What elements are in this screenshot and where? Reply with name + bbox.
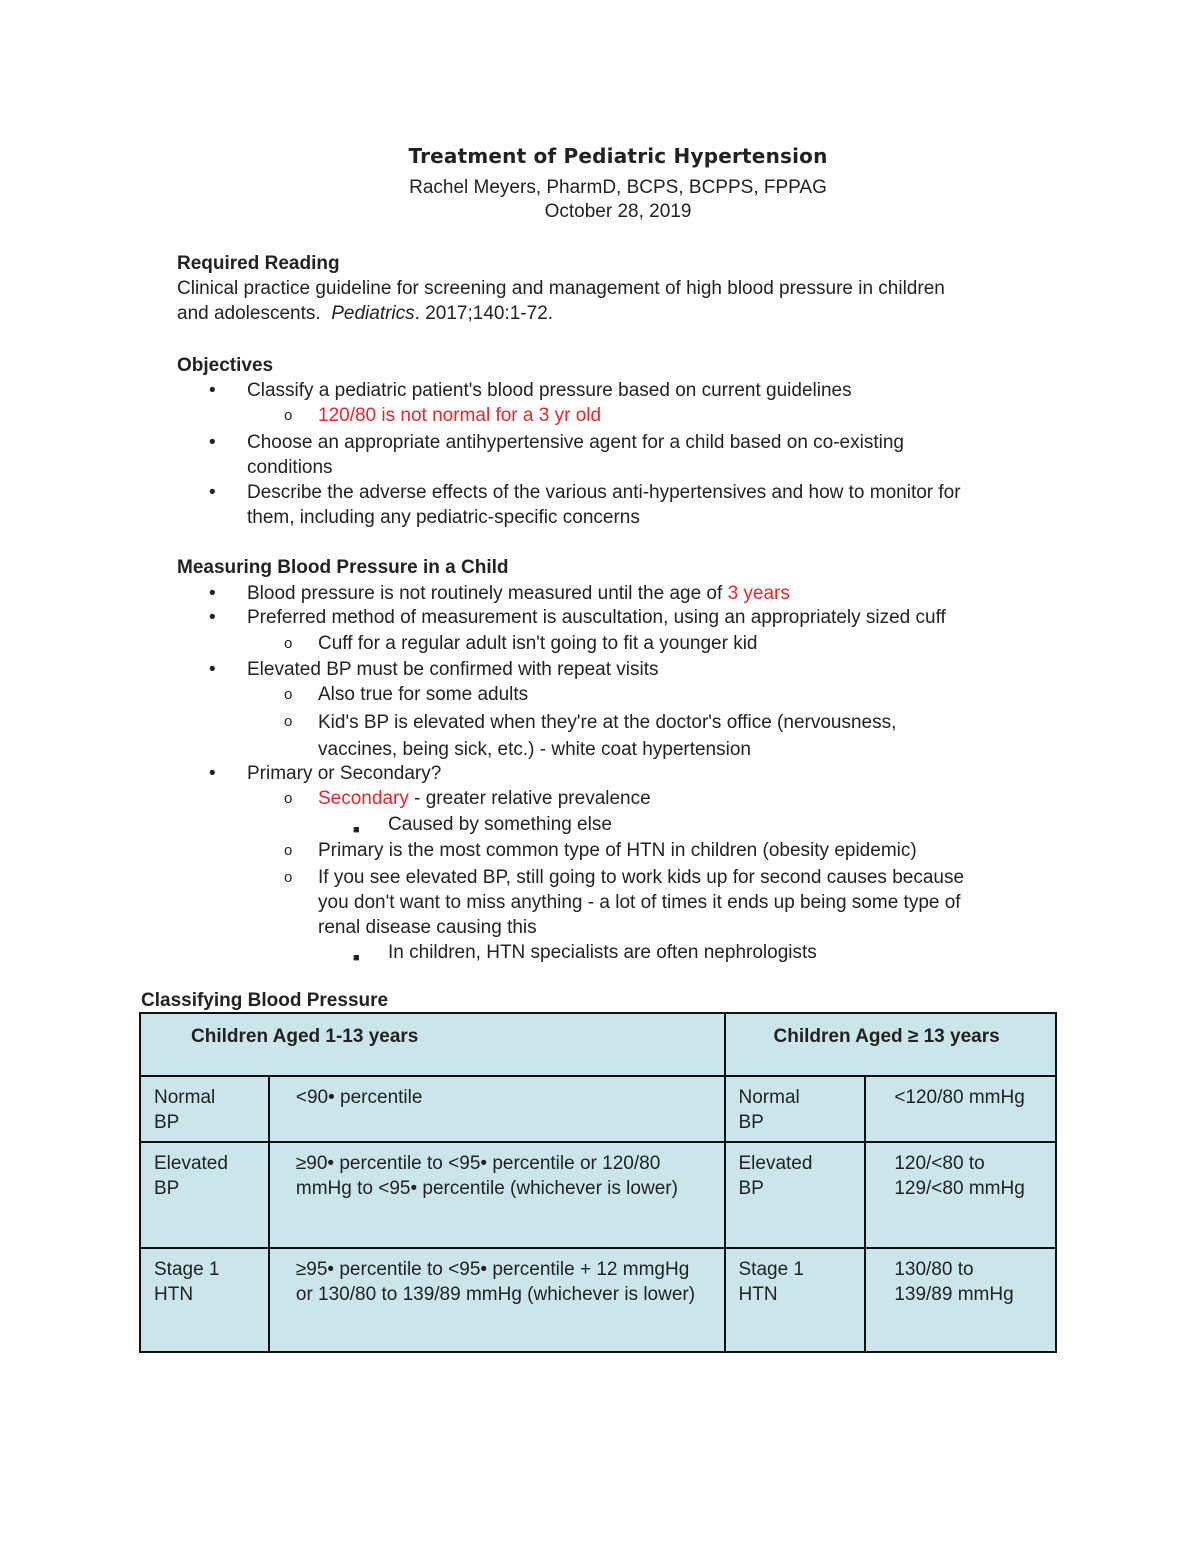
- table-header-row: [140, 1013, 1056, 1076]
- measuring-item-3: Elevated BP must be confirmed with repeat visits: [247, 659, 659, 680]
- secondary-highlight: Secondary: [318, 788, 409, 809]
- measuring-item-1: [247, 581, 1077, 606]
- adult-threshold-line-2: 129/<80 mmHg: [894, 1178, 1025, 1199]
- category-line-1: Elevated: [738, 1153, 813, 1174]
- table-row: [140, 1248, 1056, 1352]
- measuring-item-1-text: Blood pressure is not routinely measured until the age of: [247, 583, 728, 604]
- measuring-subitem-3a: Also true for some adults: [318, 684, 529, 705]
- category-cell: [725, 1248, 866, 1352]
- category-line-2: BP: [738, 1178, 764, 1199]
- required-reading-heading: Required Reading: [177, 253, 340, 274]
- adult-threshold-cell: [865, 1076, 1056, 1142]
- bullet-circle: o: [284, 790, 293, 807]
- child-threshold-cell: <90• percentile: [269, 1076, 725, 1142]
- secondary-text: - greater relative prevalence: [408, 788, 651, 809]
- measuring-subitem-3b-line-1: Kid's BP is elevated when they're at the doctor's office (nervousness,: [318, 712, 897, 733]
- category-line-2: BP: [154, 1178, 180, 1199]
- category-line-1: Elevated: [154, 1153, 228, 1174]
- reading-volume: . 2017;140:1-72.: [414, 303, 554, 324]
- reading-line-1: Clinical practice guideline for screening and management of high blood pressure in children: [177, 278, 945, 299]
- measuring-subitem-4b: Primary is the most common type of HTN in children (obesity epidemic): [318, 840, 917, 861]
- objective-item-2: [247, 430, 1077, 480]
- bullet-circle: o: [284, 842, 293, 859]
- header-children-1-13: Children Aged 1-13 years: [140, 1013, 725, 1076]
- measuring-item-2: Preferred method of measurement is auscultation, using an appropriately sized cuff: [247, 607, 946, 628]
- measuring-item-1-highlight: 3 years: [727, 583, 790, 604]
- category-line-1: Stage 1: [738, 1259, 804, 1280]
- table-title: Classifying Blood Pressure: [141, 990, 389, 1011]
- category-cell: [140, 1142, 269, 1248]
- category-cell: [140, 1248, 269, 1352]
- bullet-disc: •: [209, 432, 216, 453]
- objective-item-3-line-2: them, including any pediatric-specific concerns: [247, 507, 640, 528]
- measuring-heading: Measuring Blood Pressure in a Child: [177, 557, 509, 578]
- header-children-13-plus: Children Aged ≥ 13 years: [725, 1013, 1057, 1076]
- objective-item-3-line-1: Describe the adverse effects of the various anti-hypertensives and how to monitor for: [247, 482, 961, 503]
- adult-threshold-line-1: <120/80 mmHg: [894, 1087, 1025, 1108]
- reading-citation: [177, 276, 1077, 326]
- category-cell: [725, 1142, 866, 1248]
- measuring-subsubitem-4a: Caused by something else: [388, 814, 612, 835]
- reading-line-2: [177, 301, 1077, 326]
- measuring-subitem-3b-line-2: vaccines, being sick, etc.) - white coat hypertension: [318, 739, 751, 760]
- measuring-item-4: Primary or Secondary?: [247, 763, 442, 784]
- adult-threshold-line-1: 120/<80 to: [894, 1153, 985, 1174]
- adult-threshold-line-2: 139/89 mmHg: [894, 1284, 1014, 1305]
- category-cell: [725, 1076, 866, 1142]
- measuring-subitem-4c: [318, 865, 1078, 940]
- page-title: Treatment of Pediatric Hypertension: [408, 144, 828, 168]
- bullet-disc: •: [209, 659, 216, 680]
- bullet-disc: •: [209, 482, 216, 503]
- bullet-disc: •: [209, 380, 216, 401]
- measuring-subitem-4c-line-1: If you see elevated BP, still going to work kids up for second causes because: [318, 867, 965, 888]
- reading-text: and adolescents.: [177, 303, 321, 324]
- objective-item-2-line-2: conditions: [247, 457, 333, 478]
- category-line-1: Stage 1: [154, 1259, 220, 1280]
- measuring-subsubitem-4c: In children, HTN specialists are often nephrologists: [388, 942, 817, 963]
- objective-item-3: [247, 480, 1077, 530]
- objective-item-2-line-1: Choose an appropriate antihypertensive agent for a child based on co-existing: [247, 432, 904, 453]
- bullet-disc: •: [209, 583, 216, 604]
- adult-threshold-cell: [865, 1248, 1056, 1352]
- bp-classification-table: [139, 1012, 1057, 1353]
- table-row: [140, 1142, 1056, 1248]
- adult-threshold-cell: [865, 1142, 1056, 1248]
- bullet-circle: o: [284, 635, 293, 652]
- bullet-circle: o: [284, 686, 293, 703]
- category-cell: [140, 1076, 269, 1142]
- table-row: [140, 1076, 1056, 1142]
- date-line: October 28, 2019: [544, 201, 692, 222]
- category-line-2: BP: [154, 1112, 180, 1133]
- adult-threshold-line-1: 130/80 to: [894, 1259, 974, 1280]
- measuring-subitem-4a: [318, 786, 1078, 811]
- objective-subitem-1: 120/80 is not normal for a 3 yr old: [318, 405, 602, 426]
- author-line: Rachel Meyers, PharmD, BCPS, BCPPS, FPPAG: [409, 177, 827, 198]
- bullet-circle: o: [284, 869, 293, 886]
- bullet-circle: o: [284, 713, 293, 730]
- measuring-subitem-3b: [318, 709, 1078, 763]
- measuring-subitem-2: Cuff for a regular adult isn't going to fit a younger kid: [318, 633, 758, 654]
- category-line-1: Normal: [154, 1087, 216, 1108]
- objective-item-1: Classify a pediatric patient's blood pressure based on current guidelines: [247, 380, 852, 401]
- bullet-square: ■: [353, 824, 360, 836]
- bullet-disc: •: [209, 763, 216, 784]
- bullet-square: ■: [353, 952, 360, 964]
- journal-name: Pediatrics: [331, 303, 415, 324]
- category-line-1: Normal: [738, 1087, 800, 1108]
- child-threshold-cell: ≥90• percentile to <95• percentile or 120/80 mmHg to <95• percentile (whichever is lower): [269, 1142, 725, 1248]
- category-line-2: BP: [738, 1112, 764, 1133]
- measuring-subitem-4c-line-3: renal disease causing this: [318, 917, 537, 938]
- category-line-2: HTN: [738, 1284, 778, 1305]
- measuring-subitem-4c-line-2: you don't want to miss anything - a lot of times it ends up being some type of: [318, 892, 961, 913]
- bullet-disc: •: [209, 607, 216, 628]
- category-line-2: HTN: [154, 1284, 194, 1305]
- objectives-heading: Objectives: [177, 355, 274, 376]
- bullet-circle: o: [284, 407, 293, 424]
- child-threshold-cell: ≥95• percentile to <95• percentile + 12 mmgHg or 130/80 to 139/89 mmHg (whichever is lower): [269, 1248, 725, 1352]
